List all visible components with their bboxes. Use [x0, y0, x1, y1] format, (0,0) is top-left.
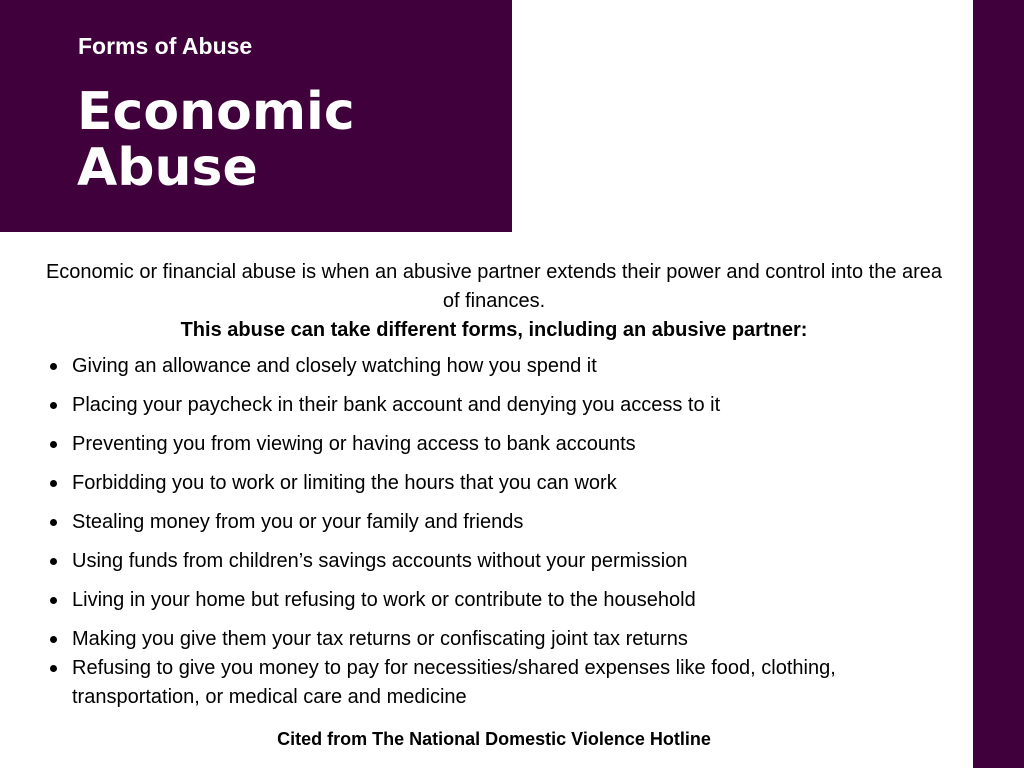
bullet-dot-icon	[50, 402, 57, 409]
list-item	[40, 430, 948, 459]
list-heading: This abuse can take different forms, including an abusive partner:	[180, 319, 808, 341]
list-item-text: Forbidding you to work or limiting the hours that you can work	[72, 472, 617, 494]
list-item	[40, 586, 948, 615]
bullet-dot-icon	[50, 558, 57, 565]
list-item-text: Stealing money from you or your family and friends	[72, 511, 524, 533]
list-item	[40, 469, 948, 498]
right-accent-bar	[973, 0, 1024, 768]
list-item-text: Making you give them your tax returns or confiscating joint tax returns	[72, 628, 688, 650]
bullet-dot-icon	[50, 519, 57, 526]
list-item	[40, 547, 948, 576]
main-content	[40, 258, 948, 712]
list-item-text: Using funds from children’s savings accounts without your permission	[72, 550, 688, 572]
abuse-forms-list	[40, 352, 948, 712]
list-item-text: Living in your home but refusing to work or contribute to the household	[72, 589, 696, 611]
intro-paragraph: Economic or financial abuse is when an abusive partner extends their power and control into the area of finances.	[45, 261, 943, 312]
section-kicker: Forms of Abuse	[78, 33, 253, 59]
bullet-dot-icon	[50, 480, 57, 487]
list-item	[40, 654, 948, 712]
list-item-text: Placing your paycheck in their bank account and denying you access to it	[72, 394, 721, 416]
title-line-1: Economic	[77, 82, 355, 142]
list-item	[40, 508, 948, 537]
list-item	[40, 391, 948, 420]
list-item-text: Refusing to give you money to pay for necessities/shared expenses like food, clothing, transportation, or medical care and medicine	[72, 657, 836, 708]
list-item-text: Preventing you from viewing or having access to bank accounts	[72, 433, 636, 455]
list-item	[40, 352, 948, 381]
bullet-dot-icon	[50, 665, 57, 672]
bullet-dot-icon	[50, 636, 57, 643]
title-line-2: Abuse	[77, 138, 258, 198]
list-item-text: Giving an allowance and closely watching how you spend it	[72, 355, 597, 377]
list-item	[40, 625, 948, 654]
bullet-dot-icon	[50, 597, 57, 604]
page-title	[77, 84, 497, 196]
header-block	[0, 0, 512, 232]
citation: Cited from The National Domestic Violence Hotline	[277, 729, 711, 749]
bullet-dot-icon	[50, 441, 57, 448]
bullet-dot-icon	[50, 363, 57, 370]
